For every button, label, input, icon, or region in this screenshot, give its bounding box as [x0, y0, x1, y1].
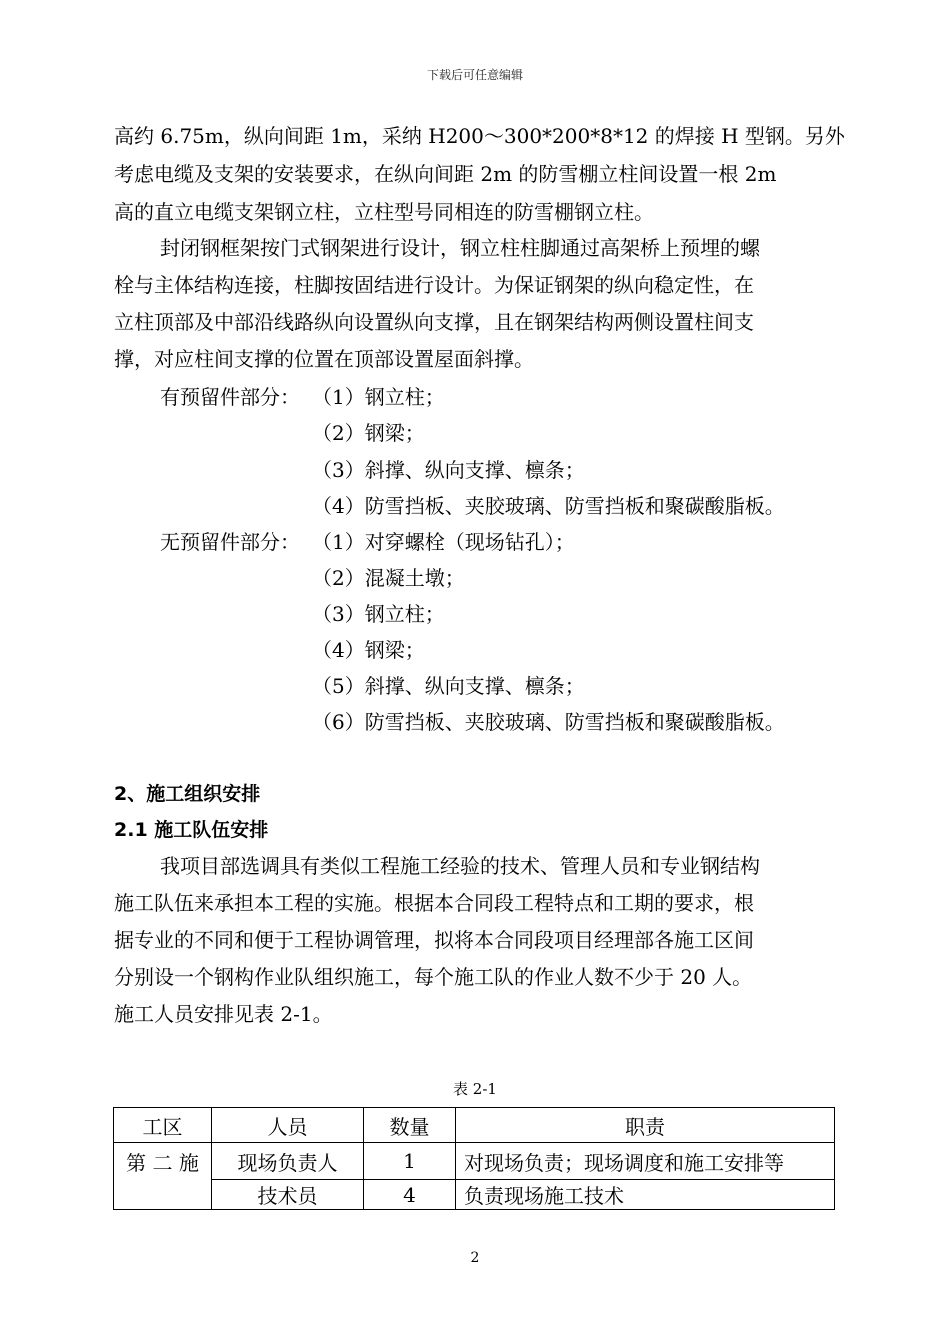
- table-cell: 第 二 施: [114, 1143, 212, 1180]
- list-item: （3）钢立柱；: [312, 602, 445, 626]
- paragraph-line: 封闭钢框架按门式钢架进行设计，钢立柱柱脚通过高架桥上预埋的螺: [160, 236, 760, 260]
- list-item: （6）防雪挡板、夹胶玻璃、防雪挡板和聚碳酸脂板。: [312, 710, 785, 734]
- table-cell: 对现场负责；现场调度和施工安排等: [456, 1143, 835, 1180]
- column-header: 人员: [212, 1108, 364, 1143]
- list-item: （4）钢梁；: [312, 638, 425, 662]
- table-cell: [114, 1180, 212, 1210]
- staff-table: [113, 1107, 835, 1210]
- paragraph-line: 分别设一个钢构作业队组织施工，每个施工队的作业人数不少于 20 人。: [114, 965, 753, 989]
- paragraph-line: 高约 6.75m，纵向间距 1m，采纳 H200～300*200*8*12 的焊接 H 型钢。另外: [114, 124, 845, 148]
- table-cell: 现场负责人: [212, 1143, 364, 1180]
- table-cell: 负责现场施工技术: [456, 1180, 835, 1210]
- page-number: 2: [470, 1250, 480, 1266]
- list-item: （1）钢立柱；: [312, 385, 445, 409]
- page-header: 下载后可任意编辑: [426, 68, 523, 82]
- paragraph-line: 撑，对应柱间支撑的位置在顶部设置屋面斜撑。: [114, 347, 534, 371]
- prefab-label: 有预留件部分：: [160, 385, 300, 409]
- column-header: 数量: [364, 1108, 456, 1143]
- paragraph-line: 据专业的不同和便于工程协调管理，拟将本合同段项目经理部各施工区间: [114, 928, 754, 952]
- nonprefab-label: 无预留件部分：: [160, 530, 300, 554]
- list-item: （5）斜撑、纵向支撑、檩条；: [312, 674, 585, 698]
- list-item: （3）斜撑、纵向支撑、檩条；: [312, 458, 585, 482]
- paragraph-line: 我项目部选调具有类似工程施工经验的技术、管理人员和专业钢结构: [160, 854, 760, 878]
- table-cell: 1: [364, 1143, 456, 1180]
- paragraph-line: 栓与主体结构连接，柱脚按固结进行设计。为保证钢架的纵向稳定性，在: [114, 273, 754, 297]
- list-item: （2）钢梁；: [312, 421, 425, 445]
- paragraph-line: 施工人员安排见表 2-1。: [114, 1002, 333, 1026]
- table-cell: 技术员: [212, 1180, 364, 1210]
- paragraph-line: 立柱顶部及中部沿线路纵向设置纵向支撑，且在钢架结构两侧设置柱间支: [114, 310, 754, 334]
- paragraph-line: 高的直立电缆支架钢立柱，立柱型号同相连的防雪棚钢立柱。: [114, 200, 654, 224]
- paragraph-line: 考虑电缆及支架的安装要求，在纵向间距 2m 的防雪棚立柱间设置一根 2m: [114, 162, 777, 186]
- table-header-row: [114, 1108, 835, 1143]
- list-item: （2）混凝土墩；: [312, 566, 465, 590]
- subsection-heading: 2.1 施工队伍安排: [114, 819, 269, 841]
- list-item: （1）对穿螺栓（现场钻孔）；: [312, 530, 575, 554]
- table-row: [114, 1180, 835, 1210]
- list-item: （4）防雪挡板、夹胶玻璃、防雪挡板和聚碳酸脂板。: [312, 494, 785, 518]
- column-header: 职责: [456, 1108, 835, 1143]
- table-caption: 表 2-1: [453, 1080, 497, 1098]
- column-header: 工区: [114, 1108, 212, 1143]
- paragraph-line: 施工队伍来承担本工程的实施。根据本合同段工程特点和工期的要求，根: [114, 891, 754, 915]
- table-row: [114, 1143, 835, 1180]
- section-heading: 2、施工组织安排: [114, 783, 261, 805]
- table-cell: 4: [364, 1180, 456, 1210]
